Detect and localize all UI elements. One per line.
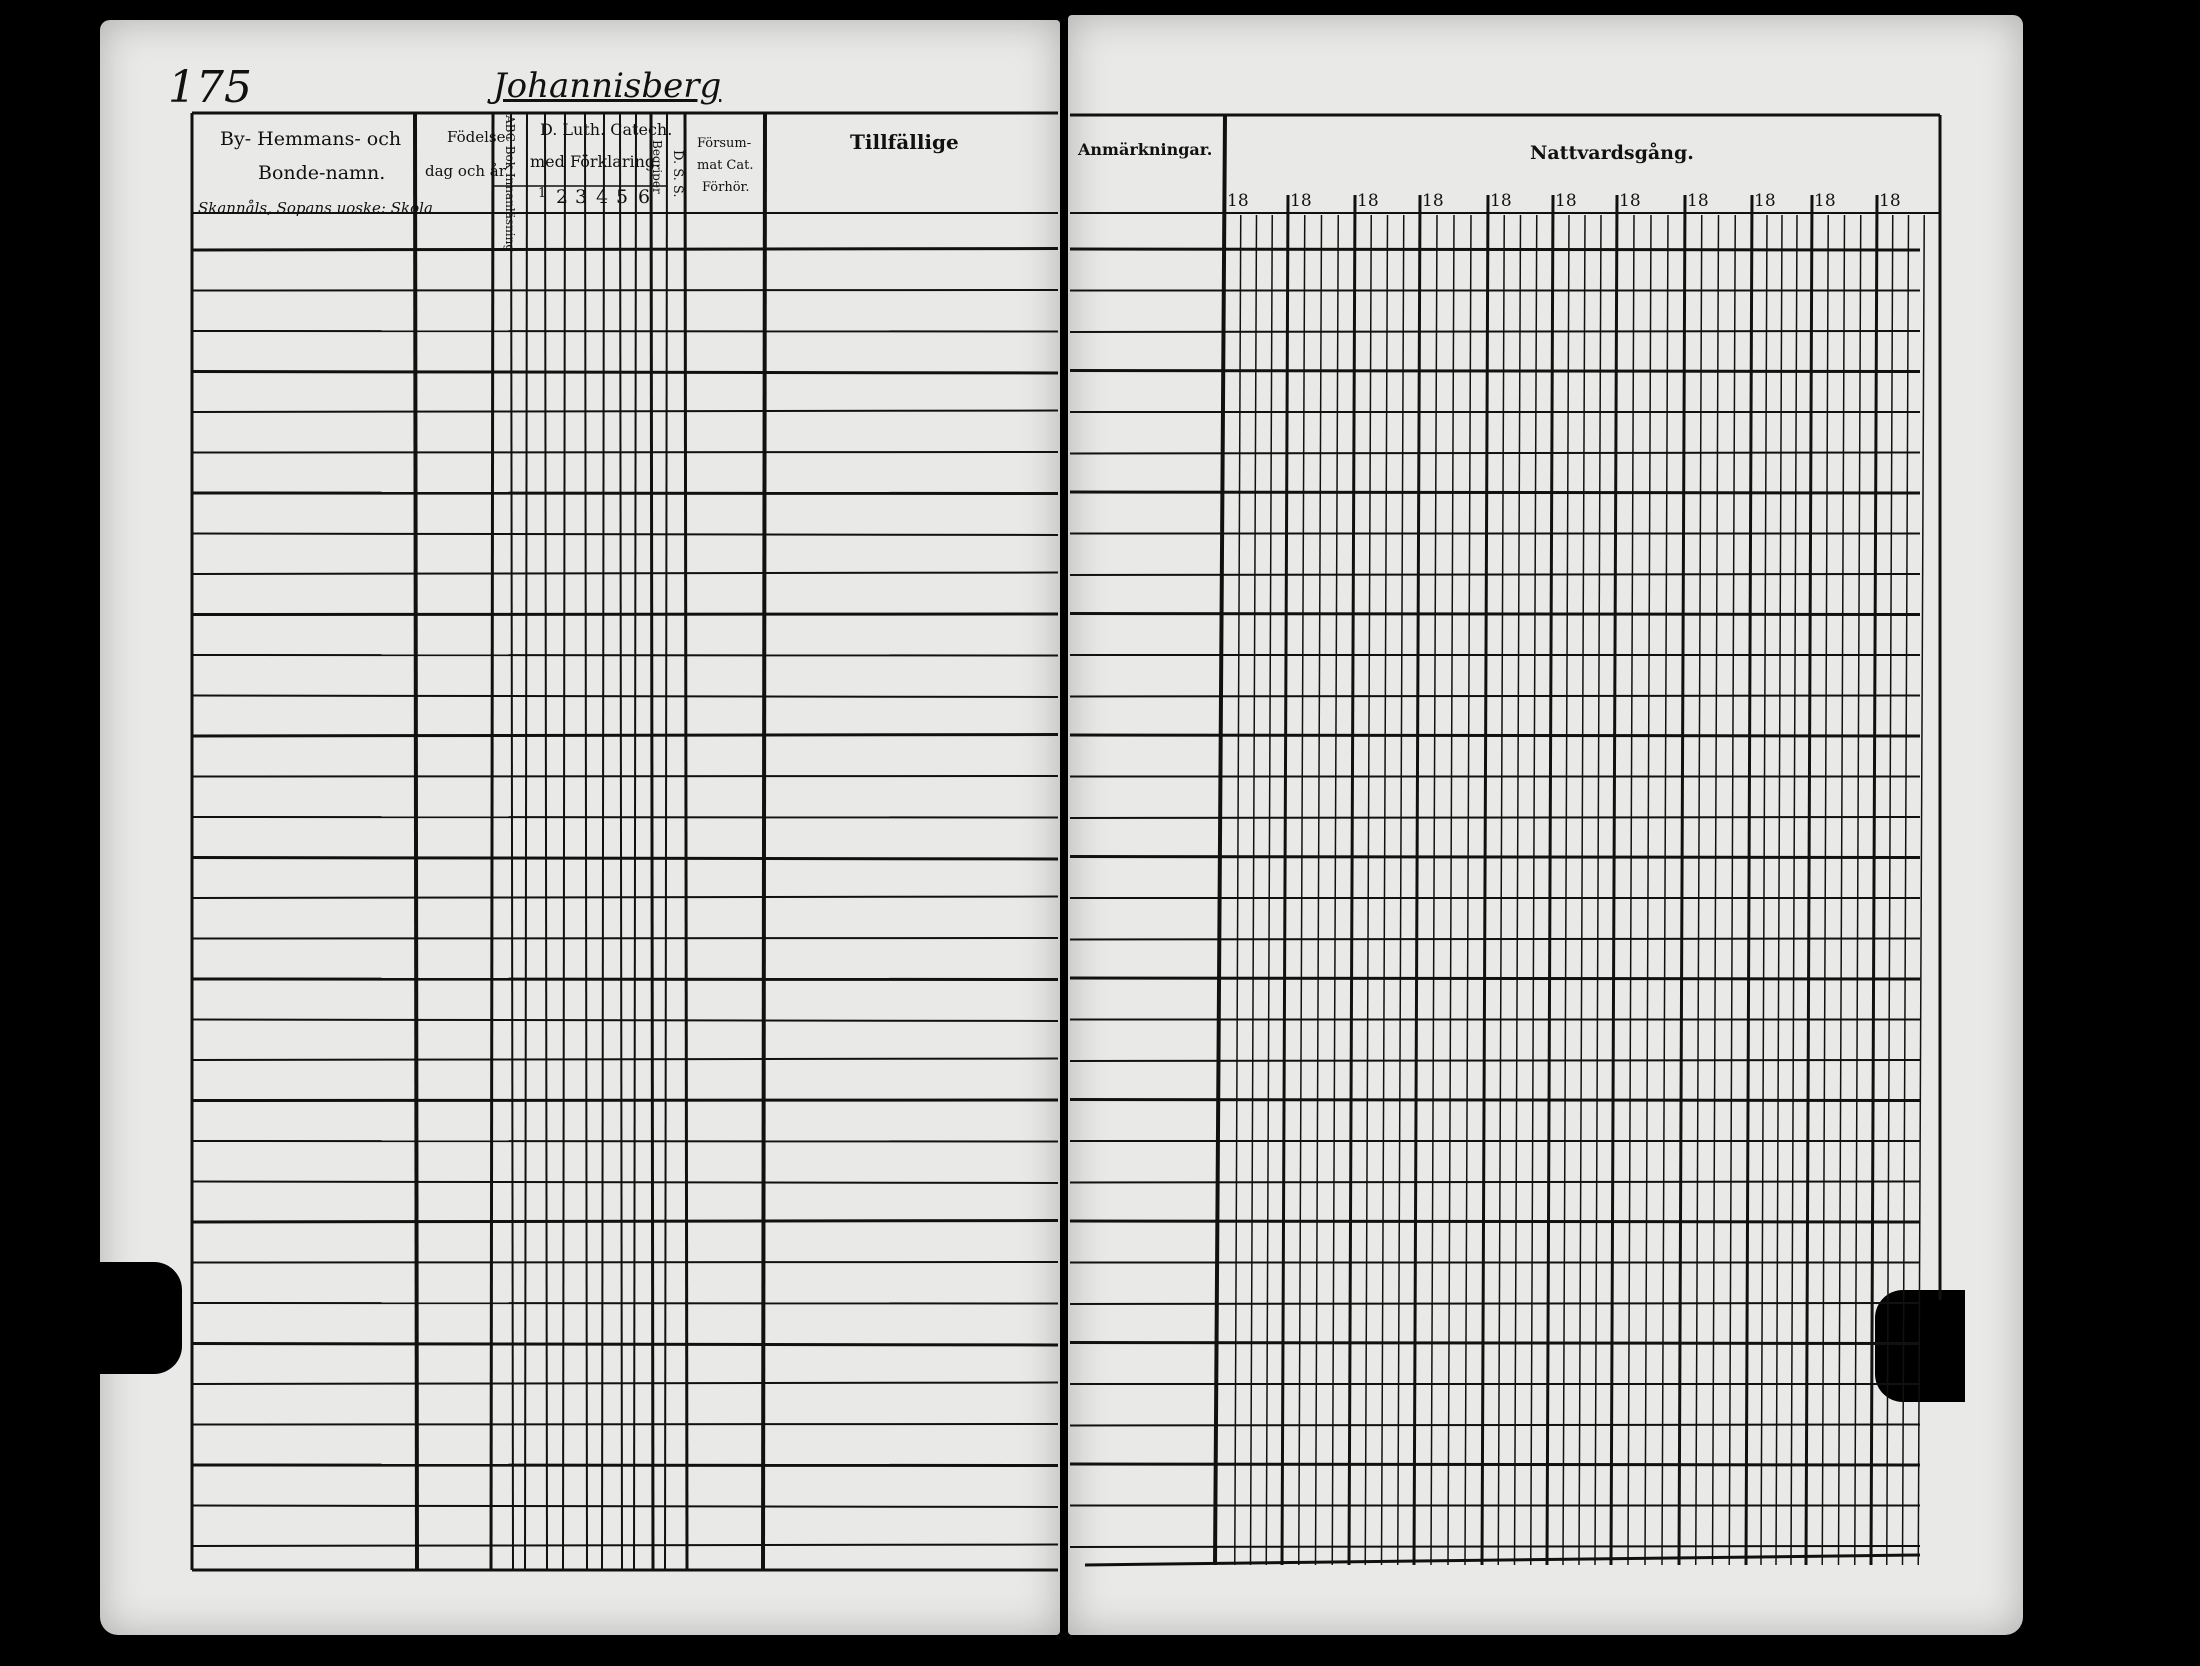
left-row-rule <box>192 452 1058 453</box>
page-number: 175 <box>168 62 252 113</box>
right-row-rule <box>1070 1425 1920 1426</box>
left-row-rule <box>192 249 1058 251</box>
catech-number-3: 3 <box>575 186 588 208</box>
left-row-rule <box>192 655 1058 656</box>
year-prefix-label: 18 <box>1687 191 1709 211</box>
left-row-rule <box>192 1303 1058 1304</box>
nattvard-subcolumn-rule <box>1299 215 1305 1565</box>
right-bottom-rule <box>1085 1555 1920 1565</box>
header-name-handwritten: Skannåls, Sopans uoske: Skola <box>198 199 433 217</box>
right-row-rule <box>1070 1464 1920 1465</box>
left-row-rule <box>192 1344 1058 1346</box>
right-row-rule <box>1070 614 1920 615</box>
left-row-rule <box>192 1020 1058 1022</box>
header-anmarkningar: Anmärkningar. <box>1078 140 1213 159</box>
year-prefix-label: 18 <box>1619 191 1641 211</box>
catech-number-4: 4 <box>596 186 609 208</box>
left-row-rule <box>192 614 1058 615</box>
right-row-rule <box>1070 1221 1920 1222</box>
nattvard-subcolumn-rule <box>1531 215 1537 1565</box>
right-row-rule <box>1070 1182 1920 1183</box>
left-row-rule <box>192 938 1058 939</box>
place-name: Johannisberg <box>493 66 722 106</box>
header-forhor-line2: mat Cat. <box>697 158 754 173</box>
left-row-rule <box>192 372 1058 374</box>
header-dss-vertical: D. S. S. <box>670 150 685 198</box>
year-prefix-label: 18 <box>1555 191 1577 211</box>
right-row-rule <box>1070 492 1920 493</box>
left-row-rule <box>192 776 1058 777</box>
header-name-line1: By- Hemmans- och <box>220 128 402 150</box>
nattvard-subcolumn-rule <box>1887 215 1893 1565</box>
header-begriper-vertical: Begriper <box>650 140 664 194</box>
nattvard-group-rule <box>1547 195 1553 1565</box>
header-name-line2: Bonde-namn. <box>258 162 386 184</box>
left-row-rule <box>192 1100 1058 1101</box>
left-row-rule <box>192 817 1058 818</box>
nattvard-group-rule <box>1282 195 1288 1565</box>
right-row-rule <box>1070 817 1920 818</box>
nattvard-group-rule <box>1746 195 1752 1565</box>
right-row-rule <box>1070 978 1920 979</box>
left-row-rule <box>192 979 1058 980</box>
left-row-rule <box>192 331 1058 332</box>
nattvard-subcolumn-rule <box>1761 215 1767 1565</box>
nattvard-group-rule <box>1414 195 1420 1565</box>
year-prefix-label: 18 <box>1290 191 1312 211</box>
nattvard-subcolumn-rule <box>1431 215 1437 1565</box>
header-catech-line2: med Förklaring. <box>530 152 661 171</box>
nattvard-subcolumn-rule <box>1448 215 1454 1565</box>
catech-number-1: 1 <box>538 186 547 201</box>
nattvard-group-rule <box>1806 195 1812 1565</box>
nattvard-subcolumn-rule <box>1235 215 1241 1565</box>
nattvard-subcolumn-rule <box>1465 215 1471 1565</box>
nattvard-subcolumn-rule <box>1365 215 1371 1565</box>
left-row-rule <box>192 534 1058 536</box>
header-forhor-line3: Förhör. <box>702 180 750 195</box>
year-prefix-label: 18 <box>1490 191 1512 211</box>
year-prefix-label: 18 <box>1814 191 1836 211</box>
left-row-rule <box>192 1141 1058 1142</box>
right-row-rule <box>1070 453 1920 454</box>
right-row-rule <box>1070 735 1920 736</box>
header-birth-line2: dag och år <box>425 162 506 180</box>
left-row-rule <box>192 493 1058 494</box>
nattvard-subcolumn-rule <box>1696 215 1702 1565</box>
year-prefix-label: 18 <box>1357 191 1379 211</box>
right-row-rule <box>1070 696 1920 697</box>
left-row-rule <box>192 573 1058 575</box>
nattvard-subcolumn-rule <box>1628 215 1634 1565</box>
year-prefix-label: 18 <box>1227 191 1249 211</box>
header-tillfallige: Tillfällige <box>850 130 959 154</box>
nattvard-subcolumn-rule <box>1595 215 1601 1565</box>
year-prefix-label: 18 <box>1422 191 1444 211</box>
left-row-rule <box>192 1465 1058 1466</box>
right-row-rule <box>1070 249 1920 250</box>
header-forhor-line1: Försum- <box>697 136 752 151</box>
nattvard-group-rule <box>1871 195 1877 1565</box>
nattvard-subcolumn-rule <box>1498 215 1504 1565</box>
nattvard-subcolumn-rule <box>1791 215 1797 1565</box>
right-row-rule <box>1070 1303 1920 1304</box>
nattvard-subcolumn-rule <box>1776 215 1782 1565</box>
left-row-rule <box>192 1424 1058 1425</box>
left-row-rule <box>192 696 1058 698</box>
header-birth-line1: Födelse- <box>447 128 511 146</box>
nattvard-subcolumn-rule <box>1903 215 1909 1565</box>
nattvard-subcolumn-rule <box>1266 215 1272 1565</box>
left-row-rule <box>192 1221 1058 1223</box>
nattvard-subcolumn-rule <box>1729 215 1735 1565</box>
year-prefix-label: 18 <box>1754 191 1776 211</box>
right-row-rule <box>1070 1100 1920 1101</box>
nattvard-subcolumn-rule <box>1316 215 1322 1565</box>
catech-number-5: 5 <box>616 186 629 208</box>
nattvard-subcolumn-rule <box>1251 215 1257 1565</box>
header-catech-line1: D. Luth. Catech. <box>540 120 673 139</box>
nattvard-subcolumn-rule <box>1579 215 1585 1565</box>
nattvard-subcolumn-rule <box>1855 215 1861 1565</box>
left-row-rule <box>192 1506 1058 1508</box>
header-nattvardsgang: Nattvardsgång. <box>1530 142 1694 164</box>
left-row-rule <box>192 411 1058 413</box>
left-row-rule <box>192 735 1058 737</box>
nattvard-subcolumn-rule <box>1713 215 1719 1565</box>
nattvard-subcolumn-rule <box>1645 215 1651 1565</box>
left-row-rule <box>192 1383 1058 1385</box>
right-row-rule <box>1070 331 1920 332</box>
nattvard-group-rule <box>1611 195 1617 1565</box>
nattvard-subcolumn-rule <box>1515 215 1521 1565</box>
catech-number-2: 2 <box>556 186 569 208</box>
catech-number-6: 6 <box>638 186 651 208</box>
left-row-rule <box>192 1182 1058 1184</box>
left-row-rule <box>192 1059 1058 1061</box>
left-row-rule <box>192 897 1058 899</box>
year-prefix-label: 18 <box>1879 191 1901 211</box>
left-row-rule <box>192 1545 1058 1547</box>
right-row-rule <box>1070 857 1920 858</box>
right-row-rule <box>1070 574 1920 575</box>
right-row-rule <box>1070 939 1920 940</box>
right-row-rule <box>1070 1060 1920 1061</box>
right-row-rule <box>1070 371 1920 372</box>
nattvard-subcolumn-rule <box>1382 215 1388 1565</box>
header-abc-vertical: ABC Bok Innanläsning <box>503 115 517 253</box>
right-row-rule <box>1070 1343 1920 1344</box>
nattvard-subcolumn-rule <box>1918 215 1924 1565</box>
nattvard-subcolumn-rule <box>1662 215 1668 1565</box>
left-row-rule <box>192 1262 1058 1263</box>
nattvard-subcolumn-rule <box>1563 215 1569 1565</box>
nattvard-subcolumn-rule <box>1822 215 1828 1565</box>
left-row-rule <box>192 858 1058 860</box>
nattvard-subcolumn-rule <box>1398 215 1404 1565</box>
nattvard-subcolumn-rule <box>1332 215 1338 1565</box>
nattvard-subcolumn-rule <box>1839 215 1845 1565</box>
nattvard-group-rule <box>1349 195 1355 1565</box>
nattvard-group-rule <box>1482 195 1488 1565</box>
nattvard-group-rule <box>1679 195 1685 1565</box>
right-row-rule <box>1070 1546 1920 1547</box>
left-row-rule <box>192 290 1058 291</box>
